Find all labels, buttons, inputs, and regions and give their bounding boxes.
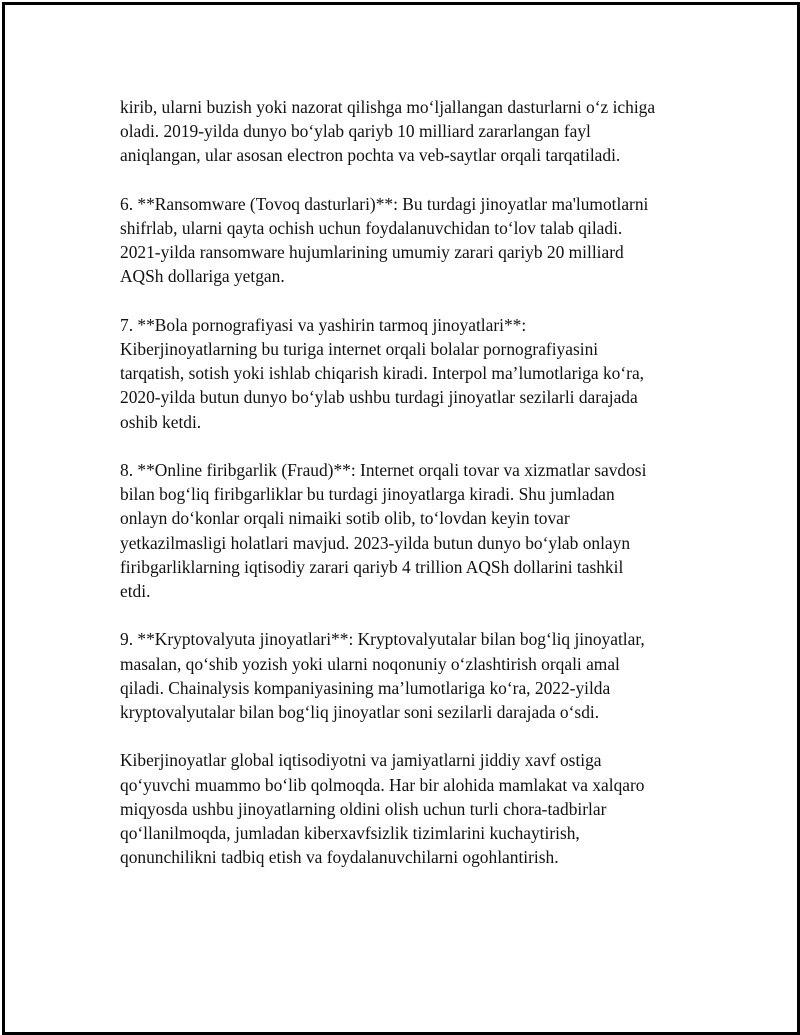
paragraph-crypto-crimes: 9. **Kryptovalyuta jinoyatlari**: Kryptovalyutalar bilan bog‘liq jinoyatlar, masalan, qo‘shib yozish yoki ularni noqonuniy o‘zlashtirish orqali amal qiladi. Chainalysis kompaniyasining ma’lumotlariga ko‘ra, 2022-yilda kryptovalyutalar bilan bog‘liq jinoyatlar soni sezilarli darajada o‘sdi.: [120, 629, 645, 723]
paragraph-child-exploitation: 7. **Bola pornografiyasi va yashirin tarmoq jinoyatlari**: Kiberjinoyatlarning bu turiga internet orqali bolalar pornografiyasini tarqatish, sotish yoki ishlab chiqarish kiradi. Interpol ma’lumotlariga ko‘ra, 2020-yilda butun dunyo bo‘ylab ushbu turdagi jinoyatlar sezilarli darajada oshib ketdi.: [120, 314, 645, 432]
paragraph-conclusion: Kiberjinoyatlar global iqtisodiyotni va jamiyatlarni jiddiy xavf ostiga qo‘yuvchi muammo bo‘lib qolmoqda. Har bir alohida mamlakat va xalqaro miqyosda ushbu jinoyatlarning oldini olish uchun turli chora-tadbirlar qo‘llanilmoqda, jumladan kiberxavfsizlik tizimlarini kuchaytirish, qonunchilikni tadbiq etish va foydalanuvchilarni ogohlantirish.: [120, 750, 645, 868]
paragraph-online-fraud: 8. **Online firibgarlik (Fraud)**: Internet orqali tovar va xizmatlar savdosi bilan bog‘liq firibgarliklar bu turdagi jinoyatlarga kiradi. Shu jumladan onlayn do‘konlar orqali nimaiki sotib olib, to‘lovdan keyin tovar yetkazilmasligi holatlari mavjud. 2023-yilda butun dunyo bo‘ylab onlayn firibgarliklarning iqtisodiy zarari qariyb 4 trillion AQSh dollarini tashkil etdi.: [120, 460, 647, 602]
document-body: [120, 95, 695, 894]
page-frame: [2, 2, 800, 1035]
paragraph-ransomware: 6. **Ransomware (Tovoq dasturlari)**: Bu turdagi jinoyatlar ma'lumotlarni shifrlab, ularni qayta ochish uchun foydalanuvchidan to‘lov talab qiladi. 2021-yilda ransomware hujumlarining umumiy zarari qariyb 20 milliard AQSh dollariga yetgan.: [120, 193, 649, 287]
paragraph-malware-continuation: kirib, ularni buzish yoki nazorat qilishga mo‘ljallangan dasturlarni o‘z ichiga oladi. 2019-yilda dunyo bo‘ylab qariyb 10 milliard zararlangan fayl aniqlangan, ular asosan electron pochta va veb-saytlar orqali tarqatiladi.: [120, 97, 656, 166]
